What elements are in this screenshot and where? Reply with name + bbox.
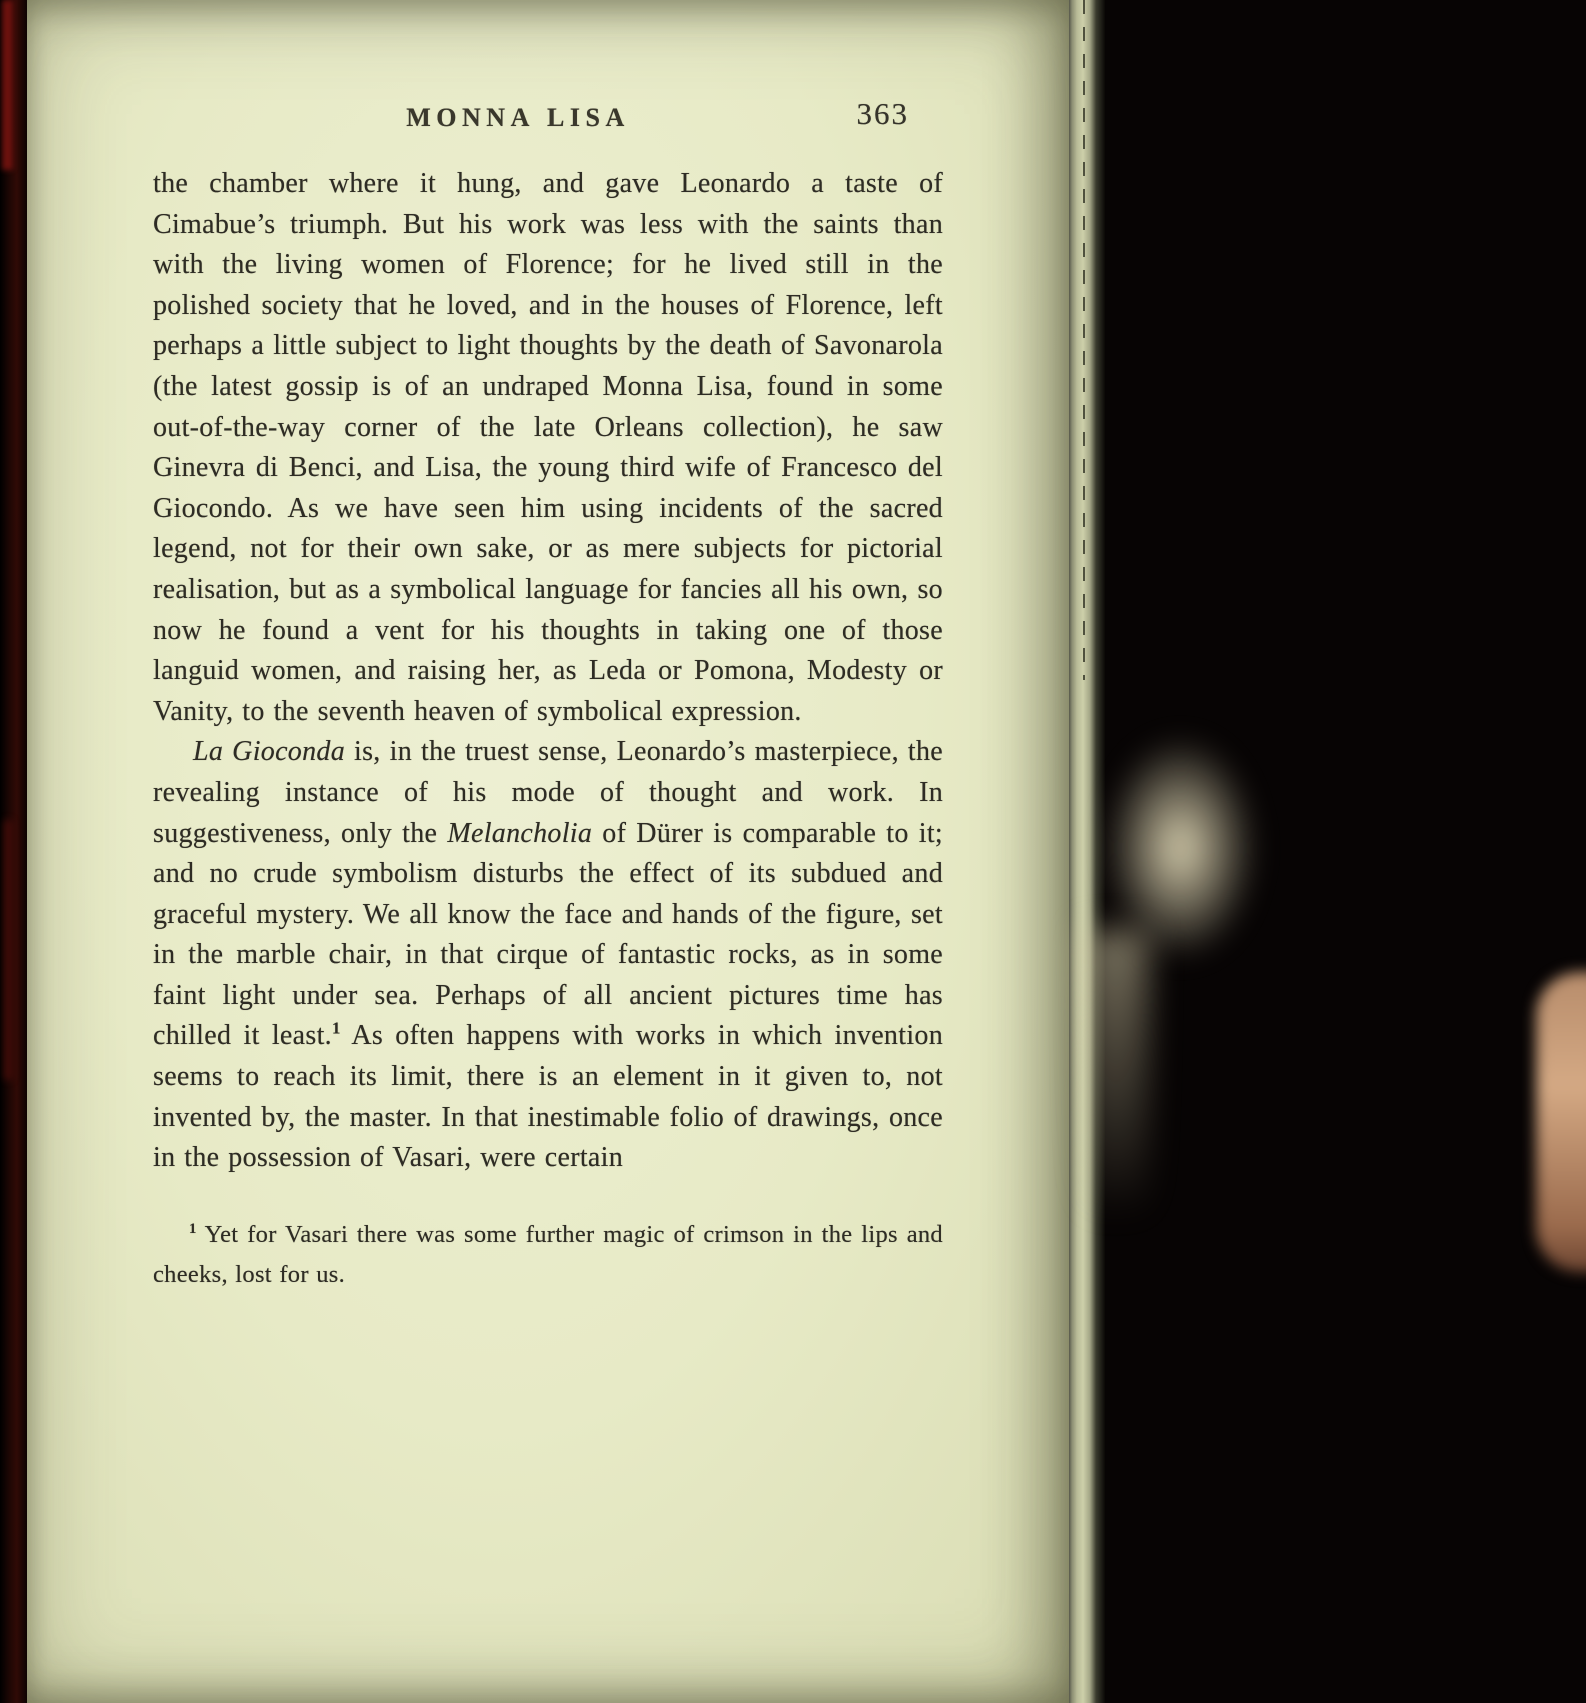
page-header — [153, 98, 943, 152]
text-segment: the chamber where it hung, and gave Leonardo a taste of Cimabue’s triumph. But his work was less with the saints than with the living women of Florence; for he lived still in the polished society that he loved, and in the houses of Florence, left perhaps a little subject to light thoughts by the death of Savonarola (the latest gossip is of an undraped Monna Lisa, found in some out-of-the-way corner of the late Orleans collection), he saw Ginevra di Benci, and Lisa, the young third wife of Francesco del Giocondo. As we have seen him using incidents of the sacred legend, not for their own sake, or as mere subjects for pictorial realisation, but as a symbolical language for fancies all his own, so now he found a vent for his thoughts in taking one of those languid women, and raising her, as Leda or Pomona, Modesty or Vanity, to the seventh heaven of symbolical expression. — [153, 168, 943, 727]
text-segment: is, in the truest sense, Leonardo’s masterpiece, the revealing instance of his mode of thought and work. In suggestiveness, only the — [153, 736, 943, 849]
page-body — [153, 164, 943, 1179]
spine-red-highlight-lower — [4, 820, 12, 1080]
text-segment: of Dürer is comparable to it; and no crude symbolism disturbs the effect of its subdued and graceful mystery. We all know the face and hands of the figure, set in the marble chair, in that cirque of fantastic rocks, as in some faint light under sea. Perhaps of all ancient pictures time has chilled it least. — [153, 817, 944, 1052]
page-edge-line — [1083, 0, 1085, 680]
text-column — [153, 98, 943, 1319]
text-segment: Yet for Vasari there was some further magic of crimson in the lips and cheeks, lost for us. — [153, 1220, 943, 1288]
finger — [1536, 972, 1586, 1272]
spine-red-highlight — [2, 0, 13, 170]
book-page — [27, 0, 1069, 1703]
footnote — [153, 1215, 943, 1295]
book-spine-edge — [0, 0, 27, 1703]
text-segment: La Gioconda — [193, 736, 346, 768]
footnote-marker: 1 — [331, 1019, 341, 1039]
footnote-marker: 1 — [189, 1220, 197, 1237]
text-segment: As often happens with works in which invention seems to reach its limit, there is an element in it given to, not invented by, the master. In that inestimable folio of drawings, once in the possession of Vasari, were certain — [153, 1020, 943, 1174]
running-title: MONNA LISA — [406, 103, 630, 132]
text-segment: Melancholia — [447, 817, 593, 849]
paragraph — [153, 164, 943, 732]
page-number: 363 — [856, 96, 909, 131]
paragraph — [153, 732, 943, 1179]
finger-blur-tail — [1084, 930, 1148, 1220]
